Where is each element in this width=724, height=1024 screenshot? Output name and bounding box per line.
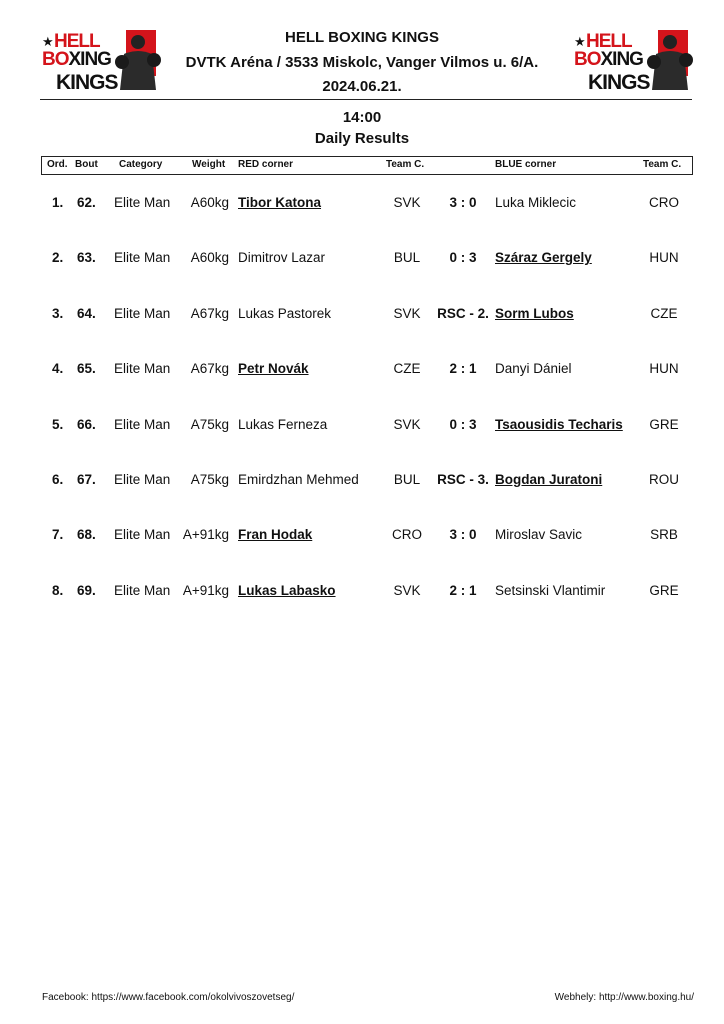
bout-weight: A+91kg (182, 527, 229, 543)
bout-result: 0 : 3 (449, 250, 477, 266)
table-row (0, 250, 724, 270)
bout-category: Elite Man (114, 305, 171, 321)
table-header (41, 156, 693, 175)
logo-line3: KINGS (56, 71, 118, 94)
bout-ord: 1. (52, 195, 64, 210)
bout-category: Elite Man (114, 361, 171, 377)
blue-corner-name: Luka Miklecic (495, 195, 577, 210)
col-weight: Weight (192, 159, 226, 170)
blue-corner-name: Tsaousidis Techaris (495, 416, 623, 432)
event-title: HELL BOXING KINGS (285, 29, 439, 46)
bout-weight: A+91kg (182, 582, 229, 598)
table-row (0, 527, 724, 547)
red-corner-name: Tibor Katona (238, 195, 322, 210)
bout-number: 63. (77, 250, 96, 266)
bout-weight: A75kg (190, 472, 229, 487)
red-corner-team: CRO (392, 527, 422, 543)
bout-number: 65. (77, 361, 96, 377)
table-row (0, 417, 724, 437)
col-red-corner: RED corner (238, 159, 294, 170)
red-corner-team: BUL (393, 472, 421, 487)
red-corner-name: Petr Novák (238, 361, 309, 377)
col-bout: Bout (75, 159, 98, 170)
logo-line1: HELL (54, 31, 100, 52)
bout-category: Elite Man (114, 527, 171, 543)
blue-corner-name: Setsinski Vlantimir (495, 582, 606, 598)
blue-corner-name: Danyi Dániel (495, 361, 572, 377)
red-corner-team: BUL (393, 250, 421, 266)
table-row (0, 306, 724, 326)
bout-result: 3 : 0 (449, 195, 477, 210)
col-ord: Ord. (47, 159, 68, 170)
col-red-team: Team C. (386, 159, 425, 170)
blue-corner-team: GRE (649, 416, 679, 432)
blue-corner-name: Bogdan Juratoni (495, 472, 603, 487)
bout-result: 2 : 1 (449, 582, 477, 598)
footer-website: Webhely: http://www.boxing.hu/ (554, 992, 694, 1003)
bout-result: RSC - 2. (437, 305, 489, 321)
bout-result: 0 : 3 (449, 416, 477, 432)
bout-weight: A60kg (190, 195, 229, 210)
col-category: Category (119, 159, 163, 170)
bout-ord: 3. (52, 305, 64, 321)
red-corner-name: Emirdzhan Mehmed (238, 472, 359, 487)
red-corner-team: SVK (393, 305, 421, 321)
bout-ord: 2. (52, 250, 64, 266)
bout-category: Elite Man (114, 195, 171, 210)
logo-line1: HELL (586, 31, 632, 52)
bout-ord: 8. (52, 582, 64, 598)
event-venue: DVTK Aréna / 3533 Miskolc, Vanger Vilmos u. 6/A. (185, 54, 539, 71)
bout-weight: A60kg (190, 250, 229, 266)
blue-corner-team: SRB (650, 527, 678, 543)
bout-ord: 5. (52, 416, 64, 432)
bout-ord: 6. (52, 472, 64, 487)
bout-number: 69. (77, 582, 96, 598)
bout-result: 3 : 0 (449, 527, 477, 543)
page-subtitle: Daily Results (314, 130, 410, 147)
red-corner-team: SVK (393, 582, 421, 598)
bout-number: 67. (77, 472, 96, 487)
bout-category: Elite Man (114, 250, 171, 266)
bout-weight: A67kg (190, 305, 229, 321)
red-corner-name: Fran Hodak (238, 527, 313, 543)
bout-weight: A67kg (190, 361, 229, 377)
bout-number: 68. (77, 527, 96, 543)
table-row (0, 361, 724, 381)
table-row (0, 195, 724, 215)
red-corner-team: SVK (393, 195, 421, 210)
star-icon: ★ (42, 34, 54, 49)
red-corner-team: CZE (393, 361, 421, 377)
blue-corner-team: GRE (649, 582, 679, 598)
blue-corner-team: CRO (649, 195, 679, 210)
header-divider (40, 99, 692, 100)
blue-corner-name: Sorm Lubos (495, 305, 574, 321)
bout-result: RSC - 3. (437, 472, 489, 487)
red-corner-name: Lukas Pastorek (238, 305, 332, 321)
blue-corner-name: Miroslav Savic (495, 527, 583, 543)
bout-category: Elite Man (114, 416, 171, 432)
bout-category: Elite Man (114, 472, 171, 487)
table-row (0, 583, 724, 603)
logo-line2-a: BO (42, 49, 69, 70)
red-corner-name: Lukas Ferneza (238, 416, 328, 432)
blue-corner-team: HUN (649, 250, 679, 266)
bout-weight: A75kg (190, 416, 229, 432)
footer-facebook: Facebook: https://www.facebook.com/okolvivoszovetseg/ (42, 992, 295, 1003)
red-corner-name: Lukas Labasko (238, 582, 336, 598)
col-blue-corner: BLUE corner (495, 159, 557, 170)
logo-line2-a: BO (574, 49, 601, 70)
logo-line3: KINGS (588, 71, 650, 94)
logo-line2-b: XING (68, 49, 111, 70)
blue-corner-team: ROU (649, 472, 679, 487)
red-corner-team: SVK (393, 416, 421, 432)
table-row (0, 472, 724, 492)
logo-line2-b: XING (600, 49, 643, 70)
col-blue-team: Team C. (643, 159, 682, 170)
bout-result: 2 : 1 (449, 361, 477, 377)
bout-number: 64. (77, 305, 96, 321)
bout-ord: 4. (52, 361, 64, 377)
blue-corner-team: CZE (650, 305, 678, 321)
star-icon: ★ (574, 34, 586, 49)
bout-category: Elite Man (114, 582, 171, 598)
bout-number: 66. (77, 416, 96, 432)
session-time: 14:00 (342, 109, 382, 126)
bout-number: 62. (77, 195, 96, 210)
event-date: 2024.06.21. (322, 78, 402, 95)
red-corner-name: Dimitrov Lazar (238, 250, 326, 266)
blue-corner-team: HUN (649, 361, 679, 377)
blue-corner-name: Száraz Gergely (495, 250, 592, 266)
bout-ord: 7. (52, 527, 64, 543)
